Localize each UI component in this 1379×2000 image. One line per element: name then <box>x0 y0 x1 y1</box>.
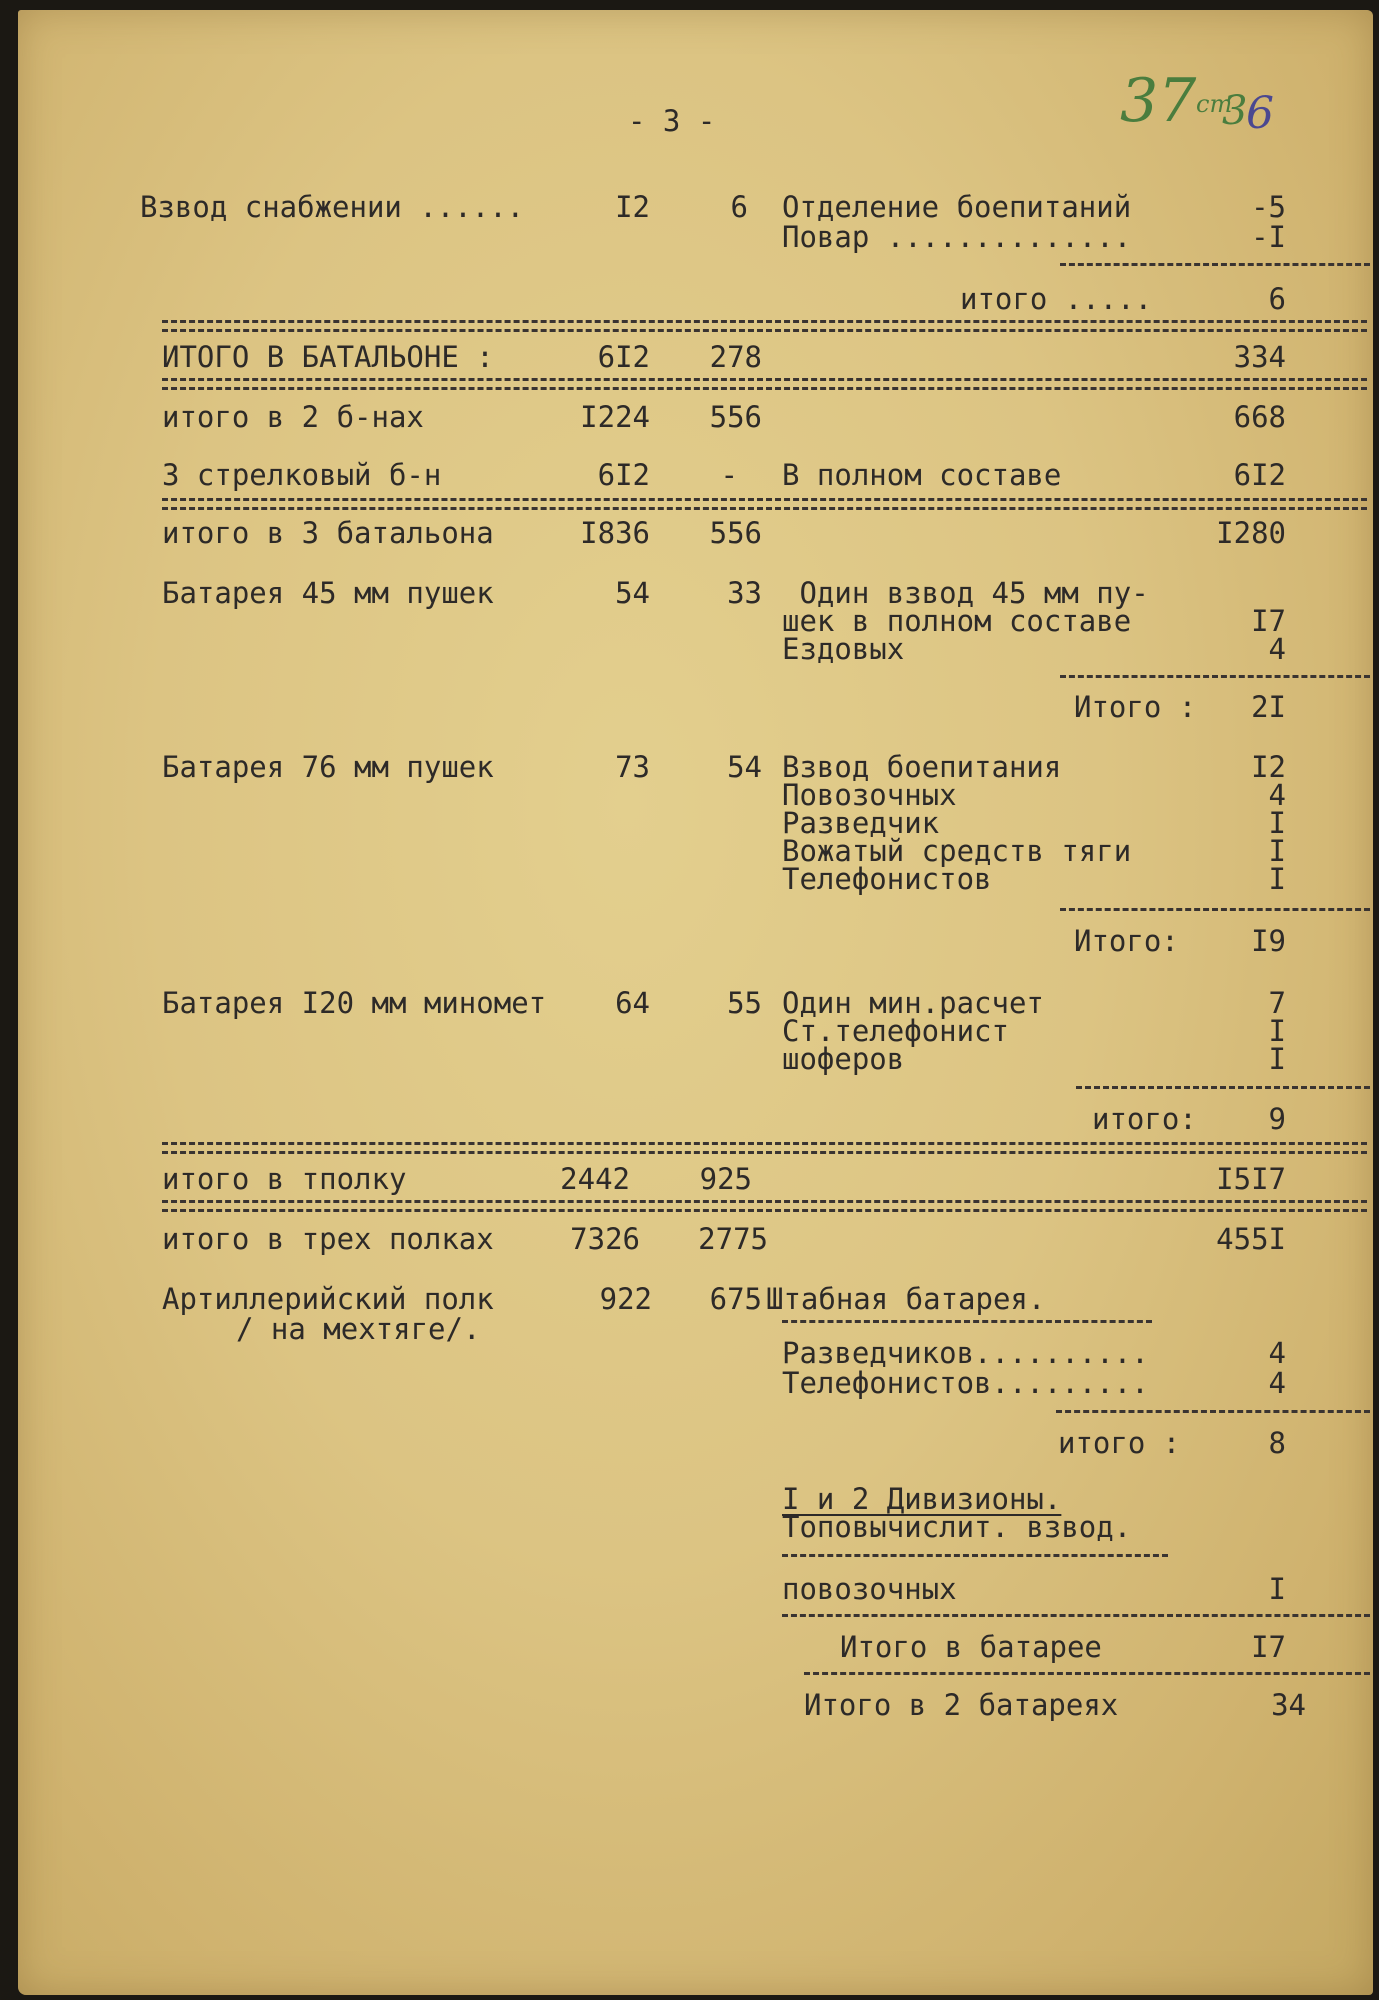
double-rule <box>162 1142 1367 1154</box>
supply-b: 6 <box>730 190 748 224</box>
bat45-item-1: Один взвод 45 мм пу- <box>782 576 1149 610</box>
two-bn-a: I224 <box>580 400 650 434</box>
bat-total-b: 278 <box>709 340 762 374</box>
third-bn-a: 6I2 <box>597 458 650 492</box>
bat120-item-1-val: 7 <box>1268 986 1286 1020</box>
bat120-total-label: итого: <box>1092 1102 1197 1136</box>
artillery-item-1-val: 4 <box>1268 1336 1286 1370</box>
three-reg-label: итого в трех полках <box>162 1222 494 1256</box>
bat120-b: 55 <box>727 986 762 1020</box>
regiment-label: итого в тполку <box>162 1162 407 1196</box>
third-bn-b: - <box>720 458 738 492</box>
bat76-item-4: Вожатый средств тяги <box>782 834 1132 868</box>
artillery-item-2: Телефонистов......... <box>782 1366 1149 1400</box>
bat45-total-val: 2I <box>1251 690 1286 724</box>
bat120-item-2-val: I <box>1268 1014 1286 1048</box>
rule <box>1060 263 1370 266</box>
page-number: - 3 - <box>628 104 716 138</box>
bat120-label: Батарея I20 мм миномет <box>162 986 547 1020</box>
bat45-total-label: Итого : <box>1074 690 1197 724</box>
bat45-label: Батарея 45 мм пушек <box>162 576 494 610</box>
artillery-item2-1-val: I <box>1268 1572 1286 1606</box>
artillery-b: 675 <box>709 1282 762 1316</box>
bat45-item-2-val: I7 <box>1251 604 1286 638</box>
bat76-a: 73 <box>615 750 650 784</box>
bat45-a: 54 <box>615 576 650 610</box>
archive-mark-last: 6 <box>1246 88 1274 139</box>
bat120-item-1: Один мин.расчет <box>782 986 1044 1020</box>
supply-total-val: 6 <box>1268 282 1286 316</box>
two-batteries-val: 34 <box>1271 1688 1306 1722</box>
bat120-item-3-val: I <box>1268 1042 1286 1076</box>
supply-item-1: Отделение боепитаний <box>782 190 1132 224</box>
rule <box>1060 908 1370 911</box>
three-bn-label: итого в 3 батальона <box>162 516 494 550</box>
bat45-item-3-val: 4 <box>1268 632 1286 666</box>
artillery-item2-1: повозочных <box>782 1572 957 1606</box>
bat76-item-5-val: I <box>1268 862 1286 896</box>
bat-total-label: ИТОГО В БАТАЛЬОНЕ : <box>162 340 494 374</box>
bat120-item-3: шоферов <box>782 1042 905 1076</box>
three-reg-b: 2775 <box>698 1222 768 1256</box>
bat120-total-val: 9 <box>1268 1102 1286 1136</box>
archive-mark-main: 37 <box>1120 66 1197 136</box>
bat45-item-2: шек в полном составе <box>782 604 1132 638</box>
regiment-c: I5I7 <box>1216 1162 1286 1196</box>
supply-item-2-val: -I <box>1251 220 1286 254</box>
battery-total-label: Итого в батарее <box>840 1630 1102 1664</box>
two-bn-label: итого в 2 б-нах <box>162 400 424 434</box>
bat76-total-label: Итого: <box>1074 924 1179 958</box>
third-bn-label: 3 стрелковый б-н <box>162 458 442 492</box>
archive-mark-num: 3 <box>1222 88 1248 134</box>
regiment-a: 2442 <box>560 1162 630 1196</box>
three-bn-c: I280 <box>1216 516 1286 550</box>
artillery-total-val: 8 <box>1268 1426 1286 1460</box>
three-bn-b: 556 <box>709 516 762 550</box>
archive-mark-sup: ст <box>1196 90 1233 118</box>
bat45-b: 33 <box>727 576 762 610</box>
bat120-a: 64 <box>615 986 650 1020</box>
bat76-item-3-val: I <box>1268 806 1286 840</box>
two-bn-b: 556 <box>709 400 762 434</box>
third-bn-c: 6I2 <box>1233 458 1286 492</box>
artillery-a: 922 <box>599 1282 652 1316</box>
bat76-item-1-val: I2 <box>1251 750 1286 784</box>
two-bn-c: 668 <box>1233 400 1286 434</box>
double-rule <box>162 378 1367 390</box>
bat76-item-5: Телефонистов <box>782 862 992 896</box>
bat120-item-2: Ст.телефонист <box>782 1014 1009 1048</box>
bat76-item-4-val: I <box>1268 834 1286 868</box>
artillery-item-2-val: 4 <box>1268 1366 1286 1400</box>
double-rule <box>162 498 1367 510</box>
supply-item-1-val: -5 <box>1251 190 1286 224</box>
rule <box>782 1320 1152 1323</box>
divisions-heading: I и 2 Дивизионы. <box>782 1482 1062 1516</box>
bat-total-a: 6I2 <box>597 340 650 374</box>
supply-total-label: итого ..... <box>960 282 1153 316</box>
rule <box>782 1614 1370 1617</box>
bat76-item-2: Повозочных <box>782 778 957 812</box>
three-reg-a: 7326 <box>570 1222 640 1256</box>
bat76-item-3: Разведчик <box>782 806 940 840</box>
bat76-item-1: Взвод боепитания <box>782 750 1062 784</box>
artillery-label: Артиллерийский полк <box>162 1282 494 1316</box>
artillery-item-1: Разведчиков.......... <box>782 1336 1149 1370</box>
topo-platoon-heading: Топовычислит. взвод. <box>782 1510 1132 1544</box>
rule <box>1060 675 1370 678</box>
supply-label: Взвод снабжении ...... <box>140 190 525 224</box>
regiment-b: 925 <box>699 1162 752 1196</box>
battery-total-val: I7 <box>1251 1630 1286 1664</box>
double-rule <box>162 1200 1367 1212</box>
artillery-total-label: итого : <box>1058 1426 1181 1460</box>
bat45-item-3: Ездовых <box>782 632 905 666</box>
rule <box>1076 1086 1370 1089</box>
two-batteries-label: Итого в 2 батареях <box>804 1688 1119 1722</box>
three-reg-c: 455I <box>1216 1222 1286 1256</box>
bat76-b: 54 <box>727 750 762 784</box>
artillery-heading: Штабная батарея. <box>766 1282 1046 1316</box>
third-bn-note: В полном составе <box>782 458 1062 492</box>
rule <box>782 1554 1168 1557</box>
bat76-total-val: I9 <box>1251 924 1286 958</box>
rule <box>804 1672 1370 1675</box>
supply-a: I2 <box>615 190 650 224</box>
supply-item-2: Повар .............. <box>782 220 1132 254</box>
double-rule <box>162 320 1367 332</box>
bat76-item-2-val: 4 <box>1268 778 1286 812</box>
bat-total-c: 334 <box>1233 340 1286 374</box>
artillery-label-2: / на мехтяге/. <box>236 1312 481 1346</box>
rule <box>1056 1410 1370 1413</box>
bat76-label: Батарея 76 мм пушек <box>162 750 494 784</box>
three-bn-a: I836 <box>580 516 650 550</box>
